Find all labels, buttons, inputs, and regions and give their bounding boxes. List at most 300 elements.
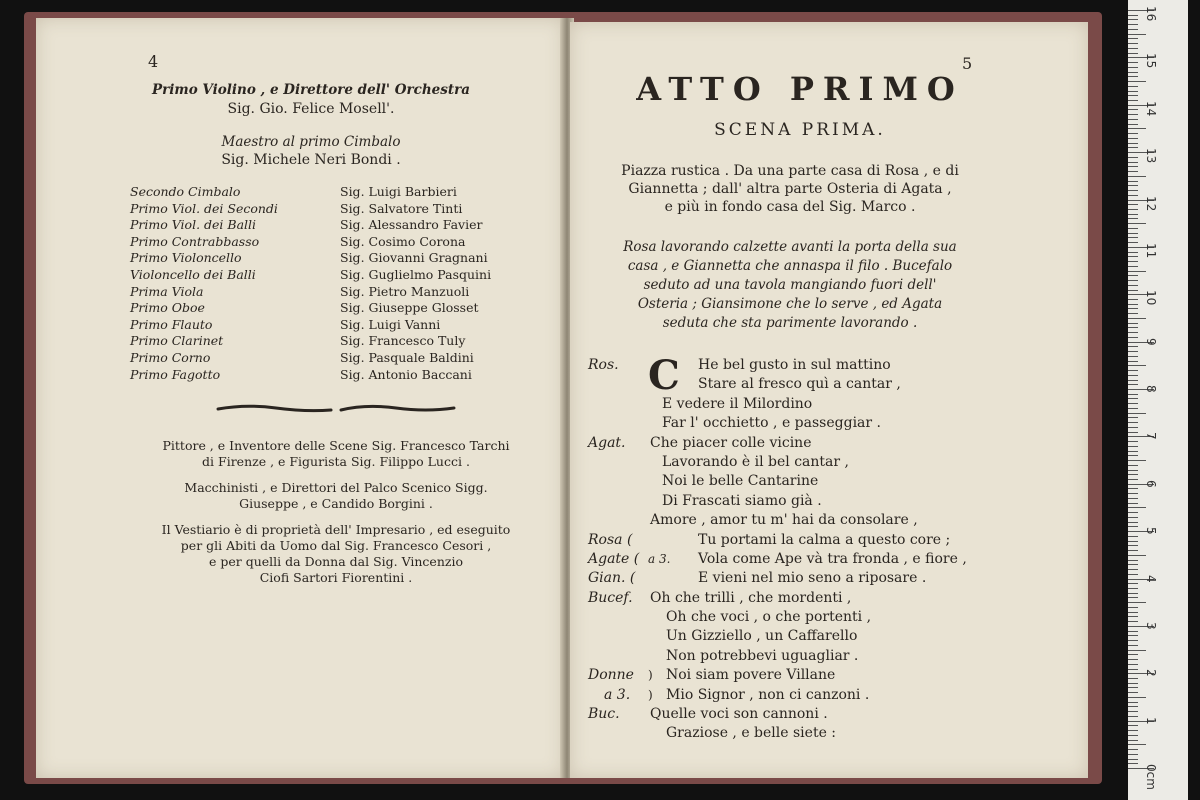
setting-line: Giannetta ; dall' altra parte Osteria di Agata , bbox=[628, 181, 952, 197]
roster-row bbox=[130, 284, 550, 301]
ruler-minor-tick bbox=[1128, 541, 1138, 542]
speaker bbox=[588, 647, 648, 666]
verse-line bbox=[588, 434, 1068, 453]
ruler-minor-tick bbox=[1128, 659, 1138, 660]
credits-line: per gli Abiti da Uomo dal Sig. Francesco Cesori , bbox=[180, 538, 492, 553]
ruler-minor-tick bbox=[1128, 597, 1138, 598]
verse-text: Far l' occhietto , e passeggiar . bbox=[662, 415, 881, 432]
ruler-minor-tick bbox=[1128, 124, 1138, 125]
ruler-minor-tick bbox=[1128, 100, 1138, 101]
speaker-note bbox=[648, 395, 662, 414]
ruler-minor-tick bbox=[1128, 507, 1146, 508]
ruler-label: 1 bbox=[1144, 716, 1158, 725]
ruler-minor-tick bbox=[1128, 380, 1138, 381]
verse-text: Quelle voci son cannoni . bbox=[650, 706, 828, 723]
ruler-minor-tick bbox=[1128, 621, 1138, 622]
verse-text: Lavorando è il bel cantar , bbox=[662, 453, 849, 470]
speaker-note: a 3. bbox=[648, 551, 671, 566]
credits-line: Ciofi Sartori Fiorentini . bbox=[259, 570, 413, 585]
roster-name: Sig. Guglielmo Pasquini bbox=[340, 266, 492, 282]
verse-line bbox=[588, 492, 1068, 511]
verse-text: Noi siam povere Villane bbox=[666, 667, 836, 684]
ruler-minor-tick bbox=[1128, 394, 1138, 395]
ruler-minor-tick bbox=[1128, 683, 1138, 684]
maestro-name: Sig. Michele Neri Bondi . bbox=[221, 152, 401, 168]
verse-line bbox=[588, 608, 1068, 627]
verse-line bbox=[588, 569, 1068, 588]
ruler-minor-tick bbox=[1128, 114, 1138, 115]
verse-line bbox=[588, 395, 1068, 414]
ruler-minor-tick bbox=[1128, 233, 1138, 234]
ruler-minor-tick bbox=[1128, 166, 1138, 167]
speaker: Agat. bbox=[588, 434, 626, 451]
credits-line: e per quelli da Donna dal Sig. Vincenzio bbox=[209, 554, 463, 569]
ruler-minor-tick bbox=[1128, 607, 1138, 608]
ruler-minor-tick bbox=[1128, 702, 1138, 703]
speaker-note: ) bbox=[648, 668, 653, 683]
roster-role: Prima Viola bbox=[130, 283, 204, 299]
ruler-minor-tick bbox=[1128, 361, 1138, 362]
ruler-minor-tick bbox=[1128, 67, 1138, 68]
roster-name: Sig. Cosimo Corona bbox=[340, 233, 466, 249]
ruler-minor-tick bbox=[1128, 176, 1146, 177]
ruler-minor-tick bbox=[1128, 19, 1138, 20]
ruler-minor-tick bbox=[1128, 522, 1138, 523]
speaker bbox=[588, 511, 648, 530]
verse-text: E vieni nel mio seno a riposare . bbox=[698, 570, 927, 587]
ruler-minor-tick bbox=[1128, 550, 1138, 551]
roster-name: Sig. Pasquale Baldini bbox=[340, 349, 474, 365]
ruler-minor-tick bbox=[1128, 560, 1138, 561]
ruler-minor-tick bbox=[1128, 384, 1138, 385]
ruler-minor-tick bbox=[1128, 526, 1138, 527]
ruler-minor-tick bbox=[1128, 181, 1138, 182]
ruler-minor-tick bbox=[1128, 195, 1138, 196]
drop-cap bbox=[648, 352, 680, 399]
ruler-minor-tick bbox=[1128, 86, 1138, 87]
ruler-minor-tick bbox=[1128, 327, 1138, 328]
ruler-minor-tick bbox=[1128, 275, 1138, 276]
ruler-minor-tick bbox=[1128, 72, 1138, 73]
ruler-minor-tick bbox=[1128, 53, 1138, 54]
credits-line: Giuseppe , e Candido Borgini . bbox=[239, 496, 433, 511]
ruler-minor-tick bbox=[1128, 271, 1146, 272]
ruler-minor-tick bbox=[1128, 43, 1138, 44]
ruler-minor-tick bbox=[1128, 645, 1138, 646]
speaker: a 3. bbox=[604, 686, 631, 703]
roster-name: Sig. Alessandro Favier bbox=[340, 217, 483, 233]
ruler-minor-tick bbox=[1128, 285, 1138, 286]
ruler-minor-tick bbox=[1128, 740, 1138, 741]
ruler-label: 8 bbox=[1144, 385, 1158, 393]
ruler-minor-tick bbox=[1128, 290, 1138, 291]
credits-line: di Firenze , e Figurista Sig. Filippo Lucci . bbox=[202, 454, 470, 469]
ruler-minor-tick bbox=[1128, 488, 1138, 489]
verse-text: Tu portami la calma a questo core ; bbox=[698, 531, 951, 548]
ruler-minor-tick bbox=[1128, 413, 1146, 414]
speaker bbox=[588, 472, 648, 491]
ruler-minor-tick bbox=[1128, 171, 1138, 172]
roster-name: Sig. Pietro Manzuoli bbox=[340, 283, 470, 299]
roster-role: Primo Violoncello bbox=[130, 250, 242, 266]
verse-text: Amore , amor tu m' hai da consolare , bbox=[650, 512, 918, 529]
stage-direction bbox=[590, 238, 990, 333]
ruler-minor-tick bbox=[1128, 48, 1138, 49]
ruler-minor-tick bbox=[1128, 474, 1138, 475]
speaker: Ros. bbox=[588, 357, 619, 373]
ruler-minor-tick bbox=[1128, 692, 1138, 693]
verse-text: Di Frascati siamo già . bbox=[662, 492, 822, 509]
speaker: Buc. bbox=[588, 706, 620, 723]
ruler-minor-tick bbox=[1128, 545, 1138, 546]
verse-line bbox=[588, 589, 1068, 608]
speaker-note bbox=[648, 608, 666, 627]
direction-line: casa , e Giannetta che annaspa il filo . Bucefalo bbox=[627, 258, 953, 274]
verse-text: Graziose , e belle siete : bbox=[666, 725, 837, 742]
ruler-label: 2 bbox=[1144, 669, 1158, 677]
verse-text: He bel gusto in sul mattino bbox=[698, 357, 891, 373]
roster-row bbox=[130, 350, 550, 367]
ruler-minor-tick bbox=[1128, 417, 1138, 418]
ruler-minor-tick bbox=[1128, 735, 1138, 736]
ruler-minor-tick bbox=[1128, 555, 1146, 556]
verse-text: Un Gizziello , un Caffarello bbox=[666, 628, 858, 645]
ruler-minor-tick bbox=[1128, 337, 1138, 338]
ruler-minor-tick bbox=[1128, 711, 1138, 712]
ruler-minor-tick bbox=[1128, 427, 1138, 428]
ruler-minor-tick bbox=[1128, 650, 1146, 651]
roster-role: Primo Viol. dei Balli bbox=[130, 217, 257, 233]
speaker: Agate ( bbox=[588, 550, 640, 567]
speaker: Rosa ( bbox=[588, 531, 633, 548]
speaker-note bbox=[648, 414, 662, 433]
ruler-minor-tick bbox=[1128, 185, 1138, 186]
ruler-label: 12 bbox=[1144, 195, 1158, 211]
speaker-note bbox=[648, 453, 662, 472]
ruler-minor-tick bbox=[1128, 365, 1146, 366]
ruler-minor-tick bbox=[1128, 754, 1138, 755]
ruler-minor-tick bbox=[1128, 640, 1138, 641]
roster-role: Primo Contrabbasso bbox=[130, 233, 260, 249]
ruler-label: 7 bbox=[1144, 432, 1158, 441]
ruler-minor-tick bbox=[1128, 763, 1138, 764]
ruler-minor-tick bbox=[1128, 138, 1138, 139]
ruler-minor-tick bbox=[1128, 455, 1138, 456]
ruler-minor-tick bbox=[1128, 479, 1138, 480]
verse-line bbox=[588, 414, 1068, 433]
ruler-minor-tick bbox=[1128, 76, 1138, 77]
speaker bbox=[588, 414, 648, 433]
roster-row bbox=[130, 234, 550, 251]
verse-line bbox=[588, 531, 1068, 550]
ruler-minor-tick bbox=[1128, 697, 1146, 698]
ruler-minor-tick bbox=[1128, 332, 1138, 333]
roster-row bbox=[130, 317, 550, 334]
roster-row bbox=[130, 217, 550, 234]
ruler-minor-tick bbox=[1128, 498, 1138, 499]
ruler-minor-tick bbox=[1128, 204, 1138, 205]
header-role: Primo Violino , e Direttore dell' Orchestra bbox=[152, 82, 470, 98]
right-page bbox=[570, 22, 1088, 778]
ruler-minor-tick bbox=[1128, 669, 1138, 670]
speaker: Bucef. bbox=[588, 589, 633, 606]
speaker bbox=[588, 492, 648, 511]
ruler-minor-tick bbox=[1128, 759, 1138, 760]
ruler-minor-tick bbox=[1128, 214, 1138, 215]
direction-line: Rosa lavorando calzette avanti la porta della sua bbox=[623, 239, 957, 255]
direction-line: Osteria ; Giansimone che lo serve , ed Agata bbox=[637, 296, 943, 312]
ruler-minor-tick bbox=[1128, 109, 1138, 110]
speaker-note bbox=[648, 472, 662, 491]
ruler-label: 10 bbox=[1144, 290, 1158, 306]
ruler-minor-tick bbox=[1128, 157, 1138, 158]
ruler-minor-tick bbox=[1128, 242, 1138, 243]
ruler-minor-tick bbox=[1128, 517, 1138, 518]
ruler-minor-tick bbox=[1128, 133, 1138, 134]
ruler-minor-tick bbox=[1128, 408, 1138, 409]
header-name: Sig. Gio. Felice Mosell'. bbox=[227, 101, 395, 117]
ruler-label: 0cm bbox=[1144, 764, 1158, 790]
ruler-minor-tick bbox=[1128, 602, 1146, 603]
ruler-minor-tick bbox=[1128, 451, 1138, 452]
direction-line: seduto ad una tavola mangiando fuori dell' bbox=[643, 277, 937, 293]
speaker-note bbox=[648, 531, 698, 550]
maestro-role: Maestro al primo Cimbalo bbox=[221, 134, 401, 150]
ruler-minor-tick bbox=[1128, 574, 1138, 575]
ruler-minor-tick bbox=[1128, 223, 1146, 224]
ruler-label: 4 bbox=[1144, 574, 1158, 583]
orchestra-roster bbox=[130, 184, 550, 383]
ruler-minor-tick bbox=[1128, 749, 1138, 750]
roster-name: Sig. Antonio Baccani bbox=[340, 366, 472, 382]
verse-text: Non potrebbevi uguagliar . bbox=[666, 647, 859, 664]
left-page bbox=[36, 18, 564, 778]
scene-setting bbox=[590, 162, 990, 216]
ruler-minor-tick bbox=[1128, 95, 1138, 96]
ruler-minor-tick bbox=[1128, 34, 1146, 35]
ruler-minor-tick bbox=[1128, 29, 1138, 30]
ruler-minor-tick bbox=[1128, 190, 1138, 191]
ruler-minor-tick bbox=[1128, 62, 1138, 63]
roster-role: Primo Clarinet bbox=[130, 333, 224, 349]
speaker bbox=[588, 627, 648, 646]
ruler-minor-tick bbox=[1128, 564, 1138, 565]
roster-name: Sig. Luigi Vanni bbox=[340, 316, 441, 332]
ruler-minor-tick bbox=[1128, 470, 1138, 471]
verse-line bbox=[588, 627, 1068, 646]
ruler-minor-tick bbox=[1128, 493, 1138, 494]
credits-machinists bbox=[131, 480, 541, 512]
setting-line: e più in fondo casa del Sig. Marco . bbox=[664, 199, 916, 215]
ruler-minor-tick bbox=[1128, 465, 1138, 466]
ruler-label: 11 bbox=[1144, 242, 1158, 259]
ruler-minor-tick bbox=[1128, 313, 1138, 314]
verse-line bbox=[588, 550, 1068, 569]
ruler-label: 15 bbox=[1144, 53, 1158, 69]
ruler-minor-tick bbox=[1128, 593, 1138, 594]
roster-row bbox=[130, 333, 550, 350]
verse-line bbox=[588, 453, 1068, 472]
ruler-minor-tick bbox=[1128, 569, 1138, 570]
roster-row bbox=[130, 267, 550, 284]
ruler-minor-tick bbox=[1128, 304, 1138, 305]
verse-line bbox=[588, 724, 1068, 743]
roster-role: Violoncello dei Balli bbox=[130, 266, 256, 282]
speaker-note bbox=[648, 724, 666, 743]
verse-text: Noi le belle Cantarine bbox=[662, 473, 819, 490]
verse-text: Oh che trilli , che mordenti , bbox=[650, 589, 852, 606]
ruler-minor-tick bbox=[1128, 91, 1138, 92]
speaker: Donne bbox=[588, 667, 634, 684]
roster-role: Secondo Cimbalo bbox=[130, 184, 241, 199]
speaker bbox=[588, 724, 648, 743]
roster-name: Sig. Giuseppe Glosset bbox=[340, 300, 479, 316]
ruler-minor-tick bbox=[1128, 119, 1138, 120]
ruler-minor-tick bbox=[1128, 323, 1138, 324]
roster-role: Primo Corno bbox=[130, 349, 211, 365]
ruler-minor-tick bbox=[1128, 687, 1138, 688]
verse-text: E vedere il Milordino bbox=[662, 395, 813, 412]
credits-line: Macchinisti , e Direttori del Palco Scenico Sigg. bbox=[184, 480, 488, 495]
ruler-minor-tick bbox=[1128, 422, 1138, 423]
speaker-note bbox=[648, 627, 666, 646]
ruler-minor-tick bbox=[1128, 446, 1138, 447]
ruler-minor-tick bbox=[1128, 351, 1138, 352]
credits-line: Pittore , e Inventore delle Scene Sig. Francesco Tarchi bbox=[162, 438, 510, 453]
roster-role: Primo Fagotto bbox=[130, 366, 221, 382]
ruler-minor-tick bbox=[1128, 654, 1138, 655]
verse-text: Stare al fresco quì a cantar , bbox=[698, 376, 901, 393]
ruler-minor-tick bbox=[1128, 460, 1146, 461]
ruler-minor-tick bbox=[1128, 398, 1138, 399]
page-number-right: 5 bbox=[962, 54, 973, 73]
roster-role: Primo Viol. dei Secondi bbox=[130, 200, 278, 216]
roster-row bbox=[130, 300, 550, 317]
roster-role: Primo Flauto bbox=[130, 316, 213, 332]
verse-text: Che piacer colle vicine bbox=[650, 434, 812, 451]
roster-role: Primo Oboe bbox=[130, 300, 205, 316]
ruler-label: 3 bbox=[1144, 621, 1158, 630]
ruler-minor-tick bbox=[1128, 318, 1146, 319]
speaker: Gian. ( bbox=[588, 570, 636, 587]
verse-line bbox=[588, 472, 1068, 491]
roster-row bbox=[130, 184, 550, 201]
verse-line bbox=[588, 686, 1068, 705]
measurement-ruler bbox=[1128, 0, 1188, 800]
ruler-minor-tick bbox=[1128, 261, 1138, 262]
ruler-label: 14 bbox=[1144, 100, 1158, 117]
ruler-minor-tick bbox=[1128, 128, 1146, 129]
ornament-divider bbox=[216, 402, 456, 416]
credits-scenery bbox=[131, 438, 541, 470]
ruler-minor-tick bbox=[1128, 218, 1138, 219]
verse-text: Vola come Ape và tra fronda , e fiore , bbox=[698, 550, 967, 567]
verse-line bbox=[588, 666, 1068, 685]
ruler-minor-tick bbox=[1128, 744, 1146, 745]
roster-name: Sig. Giovanni Gragnani bbox=[340, 250, 488, 266]
ruler-minor-tick bbox=[1128, 15, 1138, 16]
verse-line bbox=[588, 511, 1068, 530]
verse-line bbox=[588, 705, 1068, 724]
roster-row bbox=[130, 201, 550, 218]
ruler-minor-tick bbox=[1128, 616, 1138, 617]
ruler-minor-tick bbox=[1128, 147, 1138, 148]
ruler-minor-tick bbox=[1128, 375, 1138, 376]
ruler-minor-tick bbox=[1128, 432, 1138, 433]
verse-text: Mio Signor , non ci canzoni . bbox=[666, 686, 870, 703]
speaker-note bbox=[648, 647, 666, 666]
speaker-note bbox=[648, 492, 662, 511]
ruler-minor-tick bbox=[1128, 228, 1138, 229]
verse-line bbox=[588, 375, 1068, 394]
roster-row bbox=[130, 367, 550, 384]
ruler-minor-tick bbox=[1128, 299, 1138, 300]
ruler-minor-tick bbox=[1128, 664, 1138, 665]
ruler-minor-tick bbox=[1128, 280, 1138, 281]
setting-line: Piazza rustica . Da una parte casa di Rosa , e di bbox=[621, 163, 959, 179]
ruler-label: 5 bbox=[1144, 527, 1158, 535]
ruler-minor-tick bbox=[1128, 266, 1138, 267]
verse-text: Oh che voci , o che portenti , bbox=[666, 609, 872, 626]
direction-line: seduta che sta parimente lavorando . bbox=[662, 315, 918, 331]
ruler-minor-tick bbox=[1128, 24, 1138, 25]
ruler-minor-tick bbox=[1128, 81, 1146, 82]
ruler-minor-tick bbox=[1128, 209, 1138, 210]
ruler-minor-tick bbox=[1128, 252, 1138, 253]
ruler-label: 13 bbox=[1144, 148, 1158, 164]
ruler-minor-tick bbox=[1128, 370, 1138, 371]
speaker-note: ) bbox=[648, 687, 653, 702]
speaker-note bbox=[648, 569, 698, 588]
ruler-minor-tick bbox=[1128, 38, 1138, 39]
ruler-minor-tick bbox=[1128, 536, 1138, 537]
ruler-minor-tick bbox=[1128, 730, 1138, 731]
ruler-minor-tick bbox=[1128, 512, 1138, 513]
ruler-minor-tick bbox=[1128, 583, 1138, 584]
drop-cap-letter: C bbox=[648, 352, 680, 399]
ruler-minor-tick bbox=[1128, 308, 1138, 309]
speaker bbox=[588, 375, 648, 394]
ruler-label: 9 bbox=[1144, 337, 1158, 346]
ruler-minor-tick bbox=[1128, 706, 1138, 707]
verse-line bbox=[588, 647, 1068, 666]
ruler-minor-tick bbox=[1128, 237, 1138, 238]
roster-name: Sig. Salvatore Tinti bbox=[340, 200, 463, 216]
ruler-minor-tick bbox=[1128, 143, 1138, 144]
ruler-minor-tick bbox=[1128, 588, 1138, 589]
speaker-note bbox=[648, 375, 698, 394]
ruler-label: 6 bbox=[1144, 479, 1158, 488]
credits-costumes bbox=[131, 522, 541, 586]
credits-line: Il Vestiario è di proprietà dell' Impresario , ed eseguito bbox=[161, 522, 511, 537]
ruler-minor-tick bbox=[1128, 162, 1138, 163]
act-title: ATTO PRIMO bbox=[636, 70, 964, 108]
ruler-minor-tick bbox=[1128, 612, 1138, 613]
ruler-minor-tick bbox=[1128, 256, 1138, 257]
ruler-label: 16 bbox=[1144, 6, 1158, 22]
speaker bbox=[588, 395, 648, 414]
verse-block bbox=[588, 352, 1068, 744]
ruler-minor-tick bbox=[1128, 725, 1138, 726]
roster-row bbox=[130, 250, 550, 267]
roster-name: Sig. Francesco Tuly bbox=[340, 333, 466, 349]
ruler-minor-tick bbox=[1128, 716, 1138, 717]
scene-title: SCENA PRIMA. bbox=[714, 120, 886, 140]
ruler-minor-tick bbox=[1128, 403, 1138, 404]
page-number-left: 4 bbox=[148, 52, 159, 71]
speaker bbox=[588, 608, 648, 627]
speaker bbox=[588, 453, 648, 472]
